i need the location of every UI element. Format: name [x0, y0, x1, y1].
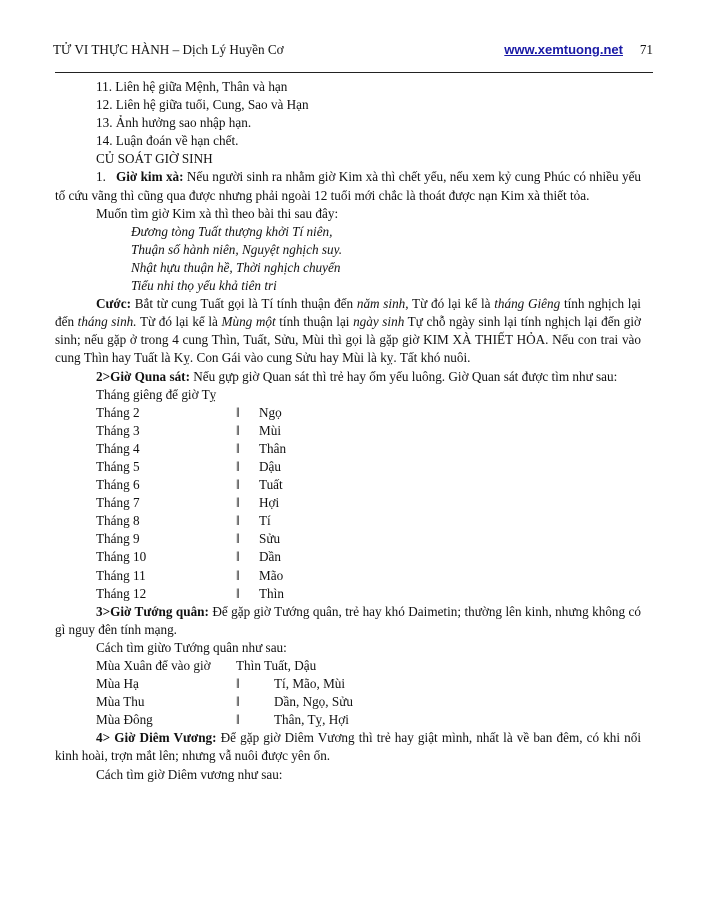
text-run: tính nghịch lại đến [55, 296, 641, 330]
table-intro: Cách tìm giừo Tướng quân như sau: [96, 639, 287, 655]
tuong-quan-table [55, 675, 641, 729]
text-run: tính thuận lại [275, 314, 354, 330]
table-row [55, 585, 641, 603]
hour-value: Dậu [259, 458, 281, 474]
season-label: Mùa Hạ [96, 676, 139, 692]
ditto-mark: ‖ [236, 495, 240, 511]
hours-value: Tí, Mão, Mùi [274, 676, 346, 692]
table-row [55, 440, 641, 458]
table-row [55, 404, 641, 422]
paragraph-text: Nếu người sinh ra nhằm giờ Kim xà thì chết yểu, nếu xem kỷ cung Phúc có nhiều yếu tố cứu vãng thì cũng qua được nhưng phải ngoài 12 tuổi mới chắc là thoát được nạn Kim xà thiết tỏa. [55, 169, 642, 203]
ditto-mark: ‖ [236, 549, 240, 565]
table-row [55, 458, 641, 476]
hour-value: Mão [259, 567, 284, 583]
ditto-mark: ‖ [236, 458, 240, 474]
list-item: 14. Luận đoán về hạn chết. [96, 133, 239, 149]
paragraph-text: Để gặp giờ Diêm Vương thì trẻ hay giật mình, nhất là về ban đêm, có khi nổi kinh hoài, trợn mắt lên; nhưng vẫ nuôi được yên ổn. [55, 730, 641, 764]
month-label: Tháng 10 [96, 549, 147, 565]
ditto-mark: ‖ [236, 712, 240, 728]
term-label: Giờ kim xà: [116, 169, 184, 185]
section-heading: CỦ SOÁT GIỜ SINH [96, 151, 213, 167]
paragraph-tuong-quan [55, 603, 641, 639]
hour-value: Sửu [259, 531, 281, 547]
table-row [55, 693, 641, 711]
ditto-mark: ‖ [236, 422, 240, 438]
paragraph-text: Để gặp giờ Tướng quân, trẻ hay khó Daimetin; thường lên kinh, nhưng không có gì nguy đên tính mạng. [55, 603, 641, 637]
ditto-mark: ‖ [236, 531, 240, 547]
ditto-mark: ‖ [236, 585, 240, 601]
ditto-mark: ‖ [236, 477, 240, 493]
hours-value: Thân, Tỵ, Hợi [274, 712, 349, 728]
hour-value: Mùi [259, 422, 281, 438]
text-run: Từ đó lại kể là [136, 314, 222, 330]
month-label: Tháng 2 [96, 404, 140, 420]
poem-line: Nhật hựu thuận hề, Thời nghịch chuyển [131, 259, 341, 275]
poem-line: Tiểu nhi thọ yểu khả tiên tri [131, 278, 277, 294]
month-label: Tháng 11 [96, 567, 146, 583]
item-number: 1. [96, 169, 106, 185]
season-label: Mùa Đông [96, 712, 153, 728]
text-run: Tự chỗ ngày sinh lại tính nghịch lại đến giờ sinh; nếu gặp ở trong 4 cung Thìn, Tuất, Sửu, Mùi thì gọi là gặp giờ KIM XÀ THIẾT HỎA. Nếu con trai vào cung Thìn hay Tuất là Kỵ. Con Gái vào cung Sửu hay Mùi là kỵ. Tất khó nuôi. [55, 314, 641, 366]
ditto-mark: ‖ [236, 440, 240, 456]
table-row [55, 530, 641, 548]
page-body [55, 78, 641, 784]
hour-value: Thân [259, 440, 287, 456]
italic-run: tháng sinh. [77, 314, 137, 330]
hour-value: Hợi [259, 495, 280, 511]
hour-value: Dần [259, 549, 281, 565]
month-label: Tháng 7 [96, 495, 140, 511]
month-label: Tháng 5 [96, 458, 140, 474]
hour-value: Ngọ [259, 404, 282, 420]
ditto-mark: ‖ [236, 567, 240, 583]
ditto-mark: ‖ [236, 676, 240, 692]
ditto-mark: ‖ [236, 513, 240, 529]
poem-line: Đương tòng Tuất thượng khởi Tí niên, [131, 223, 333, 239]
italic-run: ngày sinh [353, 314, 405, 330]
paragraph-quan-sat [55, 368, 641, 386]
header-divider [55, 72, 653, 73]
text-run: , Từ đó lại kể là [405, 296, 495, 312]
italic-run: Mùng một [221, 314, 276, 330]
hours-value: Thìn Tuất, Dậu [236, 658, 317, 673]
page-header [53, 40, 653, 62]
table-intro: Cách tìm giờ Diêm vương như sau: [96, 766, 283, 782]
month-label: Tháng 6 [96, 477, 140, 493]
poem-intro: Muốn tìm giờ Kim xà thì theo bài thi sau đây: [96, 205, 339, 221]
paragraph-cuoc [55, 295, 641, 367]
book-title: TỬ VI THỰC HÀNH – Dịch Lý Huyền Cơ [53, 42, 284, 57]
poem-line: Thuận số hành niên, Nguyệt nghịch suy. [131, 241, 342, 257]
table-row [55, 675, 641, 693]
month-label: Tháng 12 [96, 585, 147, 601]
month-label: Tháng 9 [96, 531, 140, 547]
table-row [55, 494, 641, 512]
table-row [55, 476, 641, 494]
table-first-row: Tháng giêng để giờ Tỵ [96, 386, 217, 402]
hours-value: Dần, Ngọ, Sửu [274, 694, 353, 710]
website-link[interactable]: www.xemtuong.net [504, 42, 623, 57]
table-row [55, 657, 641, 675]
term-label: 2>Giờ Quna sát: [96, 368, 190, 384]
ditto-mark: ‖ [236, 404, 240, 420]
month-label: Tháng 4 [96, 440, 140, 456]
italic-run: tháng Giêng [494, 296, 561, 312]
page-number: 71 [639, 42, 653, 57]
table-row [55, 422, 641, 440]
term-label: 3>Giờ Tướng quân: [96, 603, 209, 619]
text-run: Bắt từ cung Tuất gọi là Tí tính thuận đến [130, 296, 357, 312]
hour-value: Tí [259, 513, 271, 529]
quan-sat-table [55, 404, 641, 603]
term-label: Cước: [96, 296, 131, 312]
month-label: Tháng 8 [96, 513, 140, 529]
paragraph-text: Nếu gựp giờ Quan sát thì trẻ hay ốm yếu luông. Giờ Quan sát được tìm như sau: [189, 368, 618, 384]
table-row [55, 567, 641, 585]
paragraph-diem-vuong [55, 729, 641, 765]
month-label: Tháng 3 [96, 422, 140, 438]
list-item: 12. Liên hệ giữa tuổi, Cung, Sao và Hạn [96, 97, 309, 113]
paragraph-kim-xa [55, 168, 641, 204]
season-label: Mùa Xuân để vào giờ [96, 658, 211, 673]
list-item: 13. Ảnh hưởng sao nhập hạn. [96, 115, 252, 131]
list-item: 11. Liên hệ giữa Mệnh, Thân và hạn [96, 79, 288, 94]
hour-value: Tuất [259, 477, 283, 493]
term-label: 4> Giờ Diêm Vương: [96, 730, 217, 746]
table-row [55, 711, 641, 729]
table-row [55, 548, 641, 566]
hour-value: Thìn [259, 585, 284, 601]
season-label: Mùa Thu [96, 694, 145, 710]
ditto-mark: ‖ [236, 694, 240, 710]
table-row [55, 512, 641, 530]
italic-run: năm sinh [356, 296, 406, 312]
